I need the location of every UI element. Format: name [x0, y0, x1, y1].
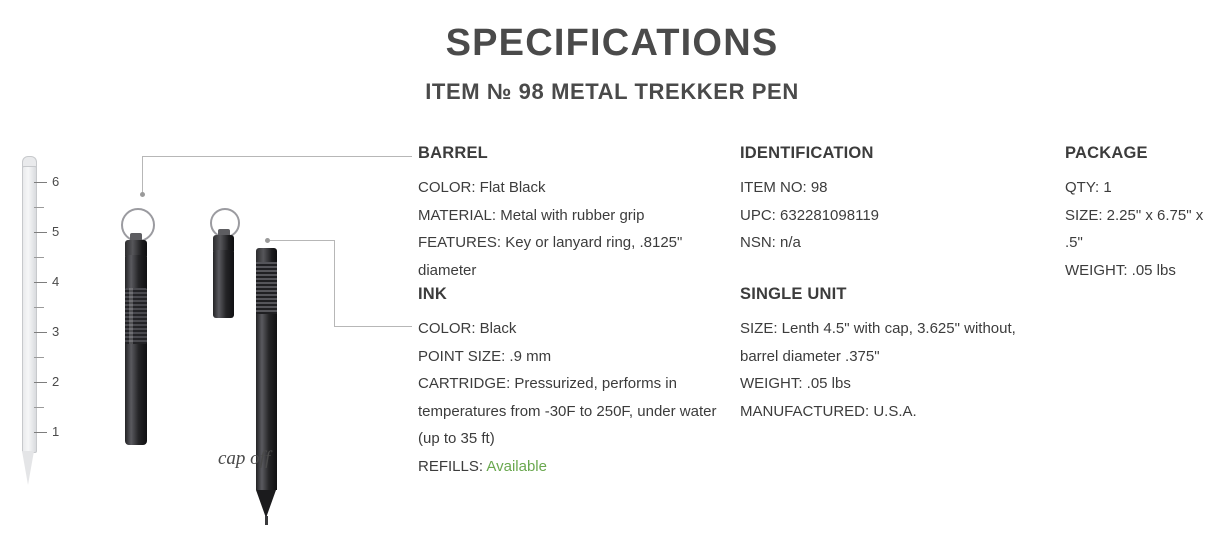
- pen-end-cap: [256, 248, 277, 262]
- ruler-tick-label: 2: [52, 374, 60, 389]
- ruler-tick: [34, 182, 47, 183]
- section-heading-ink: INK: [418, 285, 448, 303]
- section-heading-package: PACKAGE: [1065, 144, 1148, 162]
- section-heading-barrel: BARREL: [418, 144, 488, 162]
- pen-knurled-section: [256, 262, 277, 314]
- barrel-material: MATERIAL: Metal with rubber grip: [418, 206, 645, 224]
- package-qty: QTY: 1: [1065, 179, 1112, 196]
- single-unit-weight: WEIGHT: .05 lbs: [740, 375, 851, 392]
- page-title: SPECIFICATIONS: [445, 22, 779, 64]
- identification-upc: UPC: 632281098119: [740, 206, 879, 224]
- leader-line-barrel: [142, 156, 412, 157]
- leader-line-ink-drop: [334, 240, 335, 326]
- section-heading-single-unit: SINGLE UNIT: [740, 285, 847, 303]
- package-weight: WEIGHT: .05 lbs: [1065, 261, 1176, 279]
- ruler-tick-label: 3: [52, 324, 60, 339]
- leader-line-ink: [270, 240, 335, 241]
- pen-grip-highlight: [129, 288, 133, 344]
- identification-item-no: ITEM NO: 98: [740, 179, 828, 196]
- ink-color: COLOR: Black: [418, 320, 517, 337]
- pen-cone: [256, 490, 276, 518]
- pen-cap-top: [125, 240, 147, 256]
- pen-barrel: [125, 255, 147, 445]
- ruler-tick-label: 5: [52, 224, 60, 239]
- single-unit-size: SIZE: Lenth 4.5" with cap, 3.625" without, barrel diameter .375": [740, 320, 1016, 365]
- ruler-tick: [34, 432, 47, 433]
- page-header: [0, 0, 1224, 105]
- ruler-tick: [34, 207, 44, 208]
- section-package: [1065, 144, 1215, 284]
- single-unit-manufactured: MANUFACTURED: U.S.A.: [740, 402, 917, 420]
- barrel-color: COLOR: Flat Black: [418, 179, 546, 196]
- ink-point-size: POINT SIZE: .9 mm: [418, 347, 552, 365]
- section-single-unit: [740, 285, 1050, 425]
- ruler-tick: [34, 232, 47, 233]
- ruler-tick-label: 1: [52, 424, 60, 439]
- section-identification: [740, 144, 1050, 257]
- ruler-tick-label: 4: [52, 274, 60, 289]
- ruler-tick: [34, 407, 44, 408]
- ink-refills: [418, 453, 733, 481]
- ink-refills-value: Available: [486, 457, 547, 475]
- leader-dot-barrel: [140, 192, 145, 197]
- product-illustration: [0, 130, 410, 500]
- cap-off-caption: cap off: [218, 448, 271, 469]
- ruler-tip: [22, 451, 34, 485]
- section-heading-identification: IDENTIFICATION: [740, 144, 874, 162]
- ruler-tick: [34, 332, 47, 333]
- identification-nsn: NSN: n/a: [740, 234, 801, 251]
- ink-cartridge: CARTRIDGE: Pressurized, performs in temperatures from -30F to 250F, under water (up to 35 ft): [418, 375, 717, 447]
- package-size: SIZE: 2.25" x 6.75" x .5": [1065, 206, 1204, 251]
- ruler-tick: [34, 357, 44, 358]
- section-barrel: [418, 144, 733, 284]
- ink-refills-label: REFILLS:: [418, 457, 487, 475]
- pen-cap-body: [213, 250, 234, 318]
- leader-line-barrel-drop: [142, 156, 143, 194]
- pen-cap-top: [213, 235, 234, 251]
- ruler-tick: [34, 282, 47, 283]
- ruler-graphic: [22, 148, 36, 488]
- ruler-tick: [34, 307, 44, 308]
- ruler-tick-label: 6: [52, 174, 60, 189]
- barrel-features: FEATURES: Key or lanyard ring, .8125" diameter: [418, 234, 683, 279]
- ruler-tick: [34, 382, 47, 383]
- section-ink: [418, 285, 733, 480]
- ruler-body: [22, 166, 37, 453]
- page-subtitle: ITEM № 98 METAL TREKKER PEN: [425, 79, 799, 104]
- pen-nib: [265, 516, 268, 525]
- ruler-tick: [34, 257, 44, 258]
- leader-line-ink-end: [334, 326, 412, 327]
